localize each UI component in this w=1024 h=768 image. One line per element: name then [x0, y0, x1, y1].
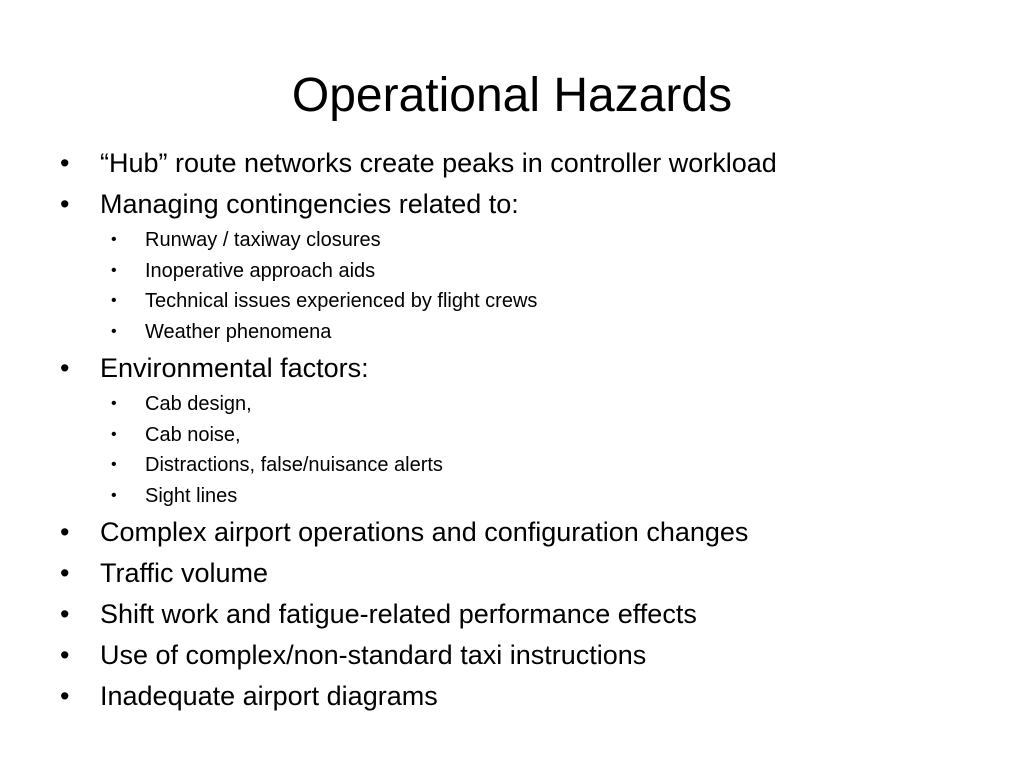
sub-bullet-item — [0, 225, 1024, 256]
bullet-dot-icon: • — [111, 486, 117, 504]
bullet-dot-icon: • — [111, 261, 117, 279]
bullet-dot-icon: • — [60, 639, 70, 670]
bullet-text: Sight lines — [145, 484, 238, 507]
bullet-item — [0, 594, 1024, 635]
bullet-text: Managing contingencies related to: — [100, 189, 519, 219]
bullet-list — [0, 143, 1024, 717]
bullet-text: Distractions, false/nuisance alerts — [145, 454, 443, 477]
bullet-text: “Hub” route networks create peaks in controller workload — [100, 148, 777, 178]
bullet-dot-icon: • — [60, 189, 70, 219]
bullet-text: Inoperative approach aids — [145, 259, 376, 282]
bullet-text: Environmental factors: — [100, 352, 369, 383]
sub-bullet-item — [0, 317, 1024, 348]
bullet-dot-icon: • — [111, 292, 117, 310]
bullet-text: Weather phenomena — [145, 321, 332, 344]
slide-title: Operational Hazards — [291, 69, 733, 122]
bullet-item — [0, 184, 1024, 225]
bullet-text: Inadequate airport diagrams — [100, 680, 438, 711]
bullet-item — [0, 553, 1024, 594]
bullet-text: Traffic volume — [100, 557, 269, 588]
bullet-dot-icon: • — [60, 680, 70, 711]
sub-bullet-item — [0, 481, 1024, 512]
bullet-item — [0, 635, 1024, 676]
bullet-dot-icon: • — [60, 148, 70, 178]
bullet-text: Use of complex/non-standard taxi instructions — [100, 639, 647, 670]
bullet-dot-icon: • — [111, 231, 117, 248]
bullet-dot-icon: • — [60, 557, 70, 588]
bullet-text: Cab design, — [145, 392, 252, 415]
bullet-dot-icon: • — [111, 394, 117, 412]
bullet-dot-icon: • — [60, 598, 70, 629]
bullet-dot-icon: • — [111, 456, 117, 474]
bullet-item — [0, 348, 1024, 389]
bullet-text: Runway / taxiway closures — [145, 229, 381, 251]
bullet-text: Technical issues experienced by flight crews — [145, 290, 538, 313]
bullet-text: Complex airport operations and configuration changes — [100, 516, 749, 547]
bullet-dot-icon: • — [111, 425, 117, 443]
sub-bullet-item — [0, 286, 1024, 317]
bullet-item — [0, 143, 1024, 184]
bullet-dot-icon: • — [60, 516, 70, 547]
bullet-text: Shift work and fatigue-related performance effects — [100, 598, 697, 629]
bullet-item — [0, 512, 1024, 553]
sub-bullet-item — [0, 450, 1024, 481]
bullet-item — [0, 676, 1024, 717]
sub-bullet-item — [0, 389, 1024, 420]
bullet-dot-icon: • — [60, 352, 70, 383]
bullet-dot-icon: • — [111, 323, 117, 341]
sub-bullet-item — [0, 256, 1024, 287]
bullet-text: Cab noise, — [145, 423, 241, 446]
sub-bullet-item — [0, 420, 1024, 451]
